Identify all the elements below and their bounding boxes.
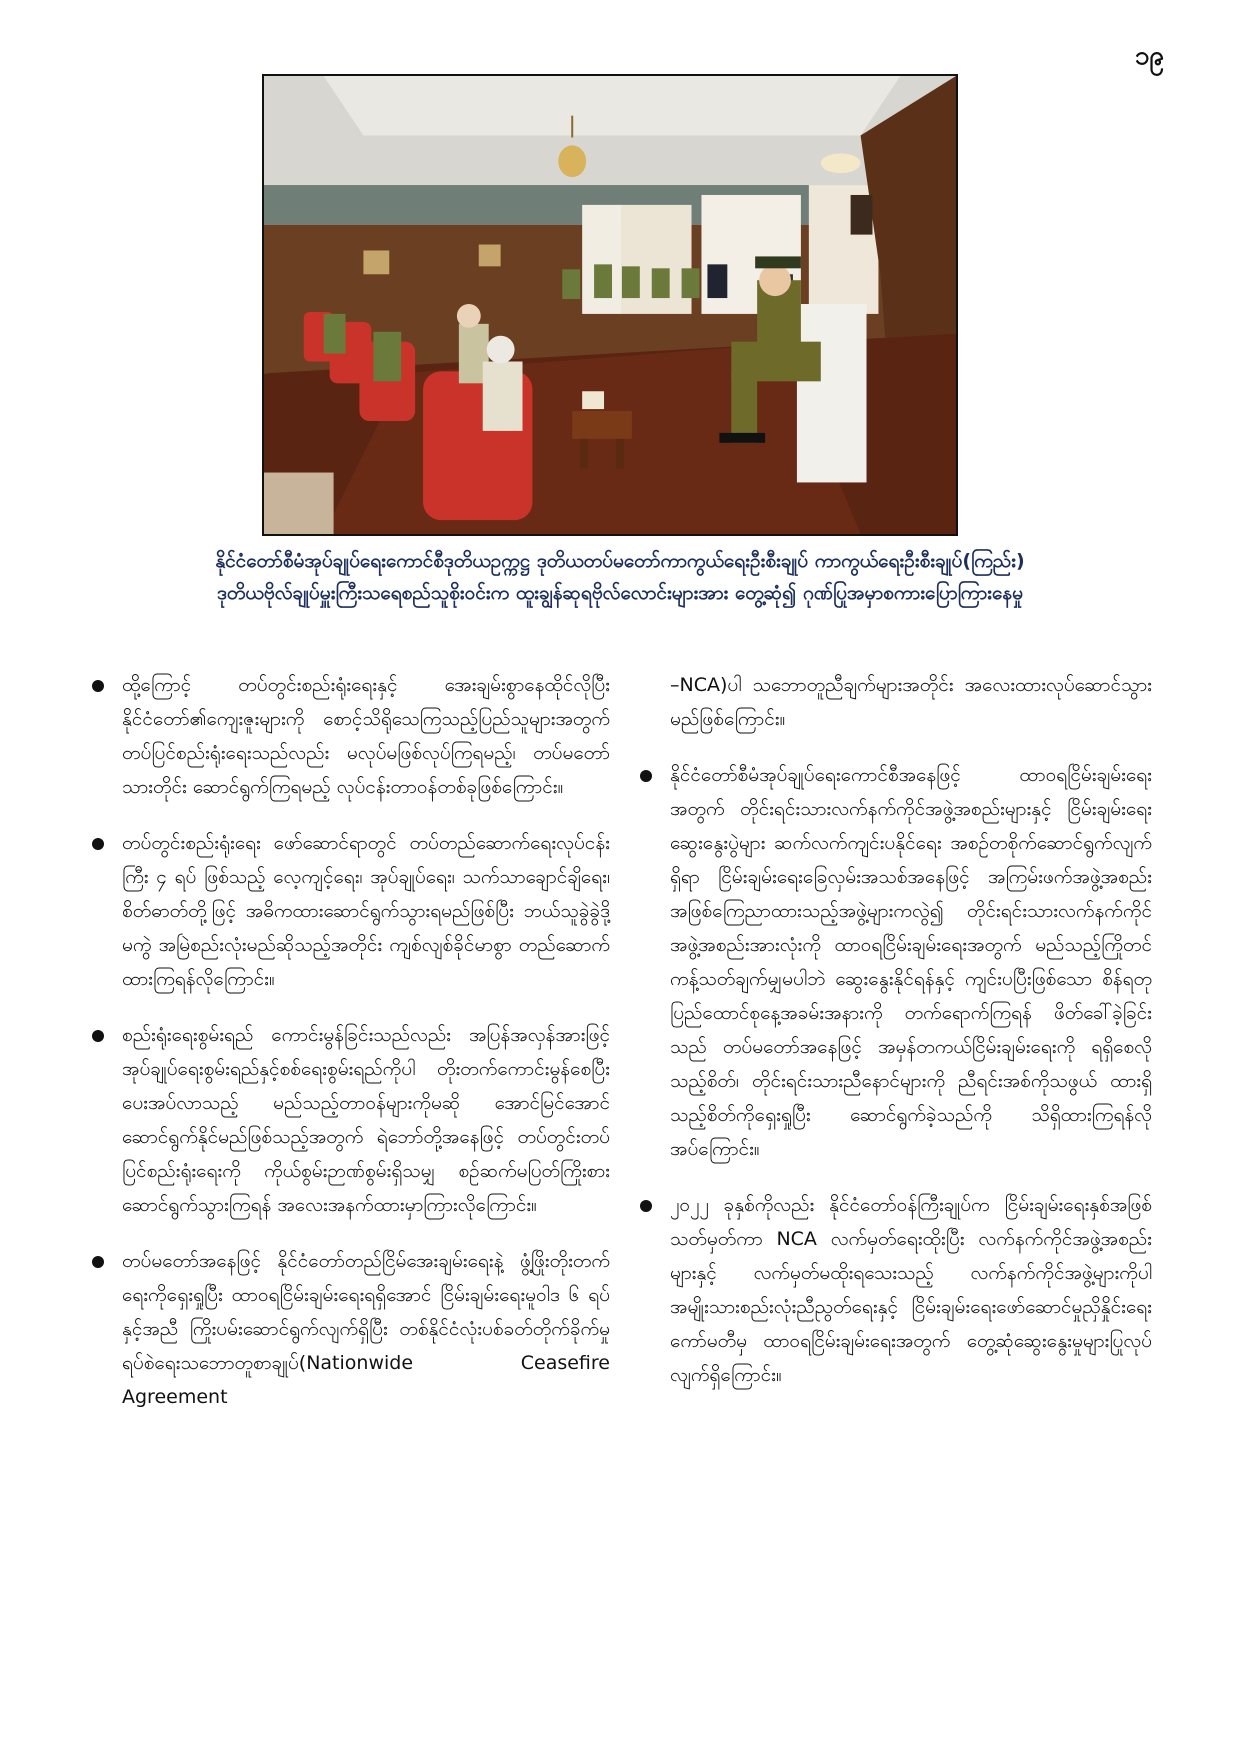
meeting-photo (262, 74, 958, 536)
caption-line-1: နိုင်ငံတော်စီမံအုပ်ချုပ်ရေးကောင်စီဒုတိယဥက္ကဋ္ဌ ဒုတိယတပ်မတော်ကာကွယ်ရေးဦးစီးချုပ် ကာကွယ်ရေးဦးစီးချုပ်(ကြည်း) (215, 550, 1025, 572)
continued-paragraph: –NCA)ပါ သဘောတူညီချက်များအတိုင်း အလေးထားလုပ်ဆောင်သွားမည်ဖြစ်ကြောင်း။ (670, 674, 1152, 730)
bullet-paragraph: တပ်မတော်အနေဖြင့် နိုင်ငံတော်တည်ငြိမ်အေးချမ်းရေးနဲ့ ဖွံ့ဖြိုးတိုးတက်ရေးကိုရှေးရှုပြီး ထာဝရငြိမ်းချမ်းရေးရရှိအောင် ငြိမ်းချမ်းရေးမူဝါဒ ၆ ရပ်နှင့်အညီ ကြိုးပမ်းဆောင်ရွက်လျက်ရှိပြီး တစ်နိုင်ငံလုံးပစ်ခတ်တိုက်ခိုက်မှုရပ်စဲရေးသဘောတူစာချုပ်(Nationwide Ceasefire Agreement (88, 1244, 610, 1414)
bullet-paragraph: နိုင်ငံတော်စီမံအုပ်ချုပ်ရေးကောင်စီအနေဖြင့် ထာဝရငြိမ်းချမ်းရေးအတွက် တိုင်းရင်းသားလက်နက်ကိုင်အဖွဲ့အစည်းများနှင့် ငြိမ်းချမ်းရေးဆွေးနွေးပွဲများ ဆက်လက်ကျင်းပနိုင်ရေး အစဉ်တစိုက်ဆောင်ရွက်လျက်ရှိရာ ငြိမ်းချမ်းရေးခြေလှမ်းအသစ်အနေဖြင့် အကြမ်းဖက်အဖွဲ့အစည်းအဖြစ်ကြေညာထားသည့်အဖွဲ့များကလွဲ၍ တိုင်းရင်းသားလက်နက်ကိုင်အဖွဲ့အစည်းအားလုံးကို ထာဝရငြိမ်းချမ်းရေးအတွက် မည်သည့်ကြိုတင်ကန့်သတ်ချက်မျှမပါဘဲ ဆွေးနွေးနိုင်ရန်နှင့် ကျင်းပပြီးဖြစ်သော စိန်ရတုပြည်ထောင်စုနေ့အခမ်းအနားကို တက်ရောက်ကြရန် ဖိတ်ခေါ်ခဲ့ခြင်းသည် တပ်မတော်အနေဖြင့် အမှန်တကယ်ငြိမ်းချမ်းရေးကို ရရှိစေလိုသည့်စိတ်၊ တိုင်းရင်းသားညီနောင်များကို ညီရင်းအစ်ကိုသဖွယ် ထားရှိသည့်စိတ်ကိုရှေးရှုပြီး ဆောင်ရွက်ခဲ့သည်ကို သိရှိထားကြရန်လိုအပ်ကြောင်း။ (636, 758, 1152, 1166)
right-column (636, 668, 1152, 1414)
bullet-paragraph: တပ်တွင်းစည်းရုံးရေး ဖော်ဆောင်ရာတွင် တပ်တည်ဆောက်ရေးလုပ်ငန်းကြီး ၄ ရပ် ဖြစ်သည့် လေ့ကျင့်ရေး၊ အုပ်ချုပ်ရေး၊ သက်သာချောင်ချိရေး၊ စိတ်ဓာတ်တို့ဖြင့် အဓိကထားဆောင်ရွက်သွားရမည်ဖြစ်ပြီး ဘယ်သူခွဲခွဲဒို့မကွဲ အမြဲစည်းလုံးမည်ဆိုသည့်အတိုင်း ကျစ်လျစ်ခိုင်မာစွာ တည်ဆောက်ထားကြရန်လိုကြောင်း။ (88, 826, 610, 996)
caption-line-2: ဒုတိယဗိုလ်ချုပ်မှူးကြီးသရေစည်သူစိုးဝင်းက ထူးချွန်ဆုရဗိုလ်လောင်းများအား တွေ့ဆုံ၍ ဂုဏ်ပြုအမှာစကားပြောကြားနေမှု (216, 582, 1023, 604)
bullet-paragraph: ၂၀၂၂ ခုနှစ်ကိုလည်း နိုင်ငံတော်ဝန်ကြီးချုပ်က ငြိမ်းချမ်းရေးနှစ်အဖြစ် သတ်မှတ်ကာ NCA လက်မှတ်ရေးထိုးပြီး လက်နက်ကိုင်အဖွဲ့အစည်းများနှင့် လက်မှတ်မထိုးရသေးသည့် လက်နက်ကိုင်အဖွဲ့များကိုပါ အမျိုးသားစည်းလုံးညီညွတ်ရေးနှင့် ငြိမ်းချမ်းရေးဖော်ဆောင်မှုညှိနှိုင်းရေးကော်မတီမှ ထာဝရငြိမ်းချမ်းရေးအတွက် တွေ့ဆုံဆွေးနွေးမှုများပြုလုပ်လျက်ရှိကြောင်း။ (636, 1188, 1152, 1392)
photo-caption (110, 545, 1130, 609)
meeting-room-illustration (264, 76, 956, 534)
left-column (88, 668, 610, 1436)
bullet-paragraph: စည်းရုံးရေးစွမ်းရည် ကောင်းမွန်ခြင်းသည်လည်း အပြန်အလှန်အားဖြင့် အုပ်ချုပ်ရေးစွမ်းရည်နှင့်စစ်ရေးစွမ်းရည်ကိုပါ တိုးတက်ကောင်းမွန်စေပြီး ပေးအပ်လာသည့် မည်သည့်တာဝန်များကိုမဆို အောင်မြင်အောင် ဆောင်ရွက်နိုင်မည်ဖြစ်သည့်အတွက် ရဲဘော်တို့အနေဖြင့် တပ်တွင်းတပ်ပြင်စည်းရုံးရေးကို ကိုယ်စွမ်းဉာဏ်စွမ်းရှိသမျှ စဉ်ဆက်မပြတ်ကြိုးစားဆောင်ရွက်သွားကြရန် အလေးအနက်ထားမှာကြားလိုကြောင်း။ (88, 1018, 610, 1222)
page-number: ၁၉ (1134, 41, 1164, 71)
bullet-paragraph: ထို့ကြောင့် တပ်တွင်းစည်းရုံးရေးနှင့် အေးချမ်းစွာနေထိုင်လိုပြီး နိုင်ငံတော်၏ကျေးဇူးများကို စောင့်သိရိုသေကြသည့်ပြည်သူများအတွက် တပ်ပြင်စည်းရုံးရေးသည်လည်း မလုပ်မဖြစ်လုပ်ကြရမည့်၊ တပ်မတော်သားတိုင်း ဆောင်ရွက်ကြရမည့် လုပ်ငန်းတာဝန်တစ်ခုဖြစ်ကြောင်း။ (88, 668, 610, 804)
